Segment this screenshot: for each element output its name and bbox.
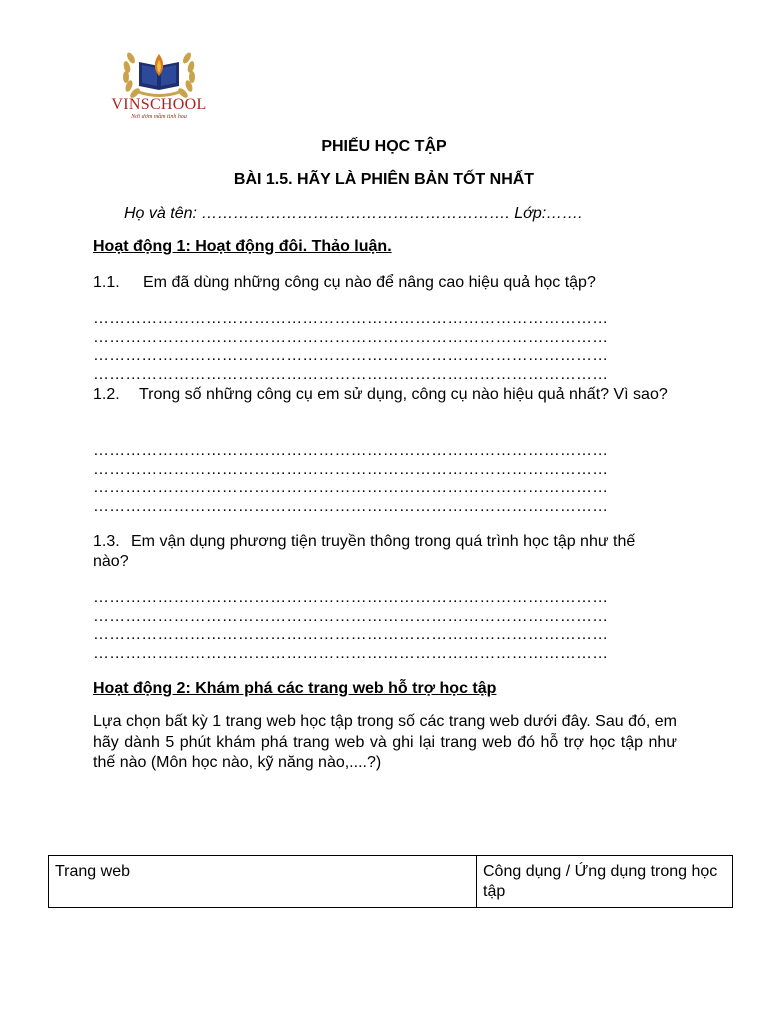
answer-line: …………………………………………………………………………………… bbox=[93, 366, 609, 384]
lesson-title: BÀI 1.5. HÃY LÀ PHIÊN BẢN TỐT NHẤT bbox=[233, 171, 535, 188]
answer-line: …………………………………………………………………………………… bbox=[93, 589, 609, 606]
name-class-row: Họ và tên: …………………………………………………. Lớp:……. bbox=[124, 205, 583, 222]
answer-line: …………………………………………………………………………………… bbox=[93, 347, 609, 365]
answer-line: …………………………………………………………………………………… bbox=[93, 479, 609, 497]
question-number: 1.1. bbox=[93, 274, 120, 291]
website-table bbox=[48, 855, 733, 908]
brand-tagline: Nơi ươm mầm tinh hoa bbox=[131, 114, 187, 120]
activity2-heading: Hoạt động 2: Khám phá các trang web hỗ trợ học tập bbox=[93, 680, 497, 697]
answer-line: …………………………………………………………………………………… bbox=[93, 626, 609, 644]
activity2-instruction: Lựa chọn bất kỳ 1 trang web học tập trong số các trang web dưới đây. Sau đó, em hãy dành 5 phút khám phá trang web và ghi lại trang web đó hỗ trợ học tập như thế nào (Môn học nào, kỹ năng nào,....?) bbox=[93, 713, 677, 771]
brand-name: VINSCHOOL bbox=[111, 96, 207, 113]
answer-line: …………………………………………………………………………………… bbox=[93, 607, 609, 625]
page-title: PHIẾU HỌC TẬP bbox=[321, 138, 447, 155]
table-header-website: Trang web bbox=[49, 856, 477, 908]
answer-line: …………………………………………………………………………………… bbox=[93, 498, 609, 516]
answer-lines-1-3 bbox=[93, 589, 675, 664]
activity1-heading: Hoạt động 1: Hoạt động đôi. Thảo luận. bbox=[93, 238, 392, 255]
question-text: Trong số những công cụ em sử dụng, công cụ nào hiệu quả nhất? Vì sao? bbox=[139, 386, 668, 403]
answer-lines-1-2 bbox=[93, 442, 675, 517]
table-row bbox=[49, 856, 733, 908]
question-1-3 bbox=[93, 532, 675, 572]
answer-line: …………………………………………………………………………………… bbox=[93, 442, 609, 459]
question-text: Em đã dùng những công cụ nào để nâng cao hiệu quả học tập? bbox=[143, 274, 596, 291]
answer-line: …………………………………………………………………………………… bbox=[93, 460, 609, 478]
answer-line: …………………………………………………………………………………… bbox=[93, 328, 609, 346]
answer-line: …………………………………………………………………………………… bbox=[93, 645, 609, 663]
question-1-1 bbox=[93, 273, 675, 293]
question-1-2 bbox=[93, 385, 675, 405]
table-header-usage: Công dụng / Ứng dụng trong học tập bbox=[477, 856, 733, 908]
question-number: 1.3. bbox=[93, 533, 120, 550]
question-text: Em vận dụng phương tiện truyền thông trong quá trình học tập như thế nào? bbox=[93, 533, 636, 570]
answer-lines-1-1 bbox=[93, 310, 675, 385]
answer-line: …………………………………………………………………………………… bbox=[93, 310, 609, 327]
question-number: 1.2. bbox=[93, 386, 120, 403]
